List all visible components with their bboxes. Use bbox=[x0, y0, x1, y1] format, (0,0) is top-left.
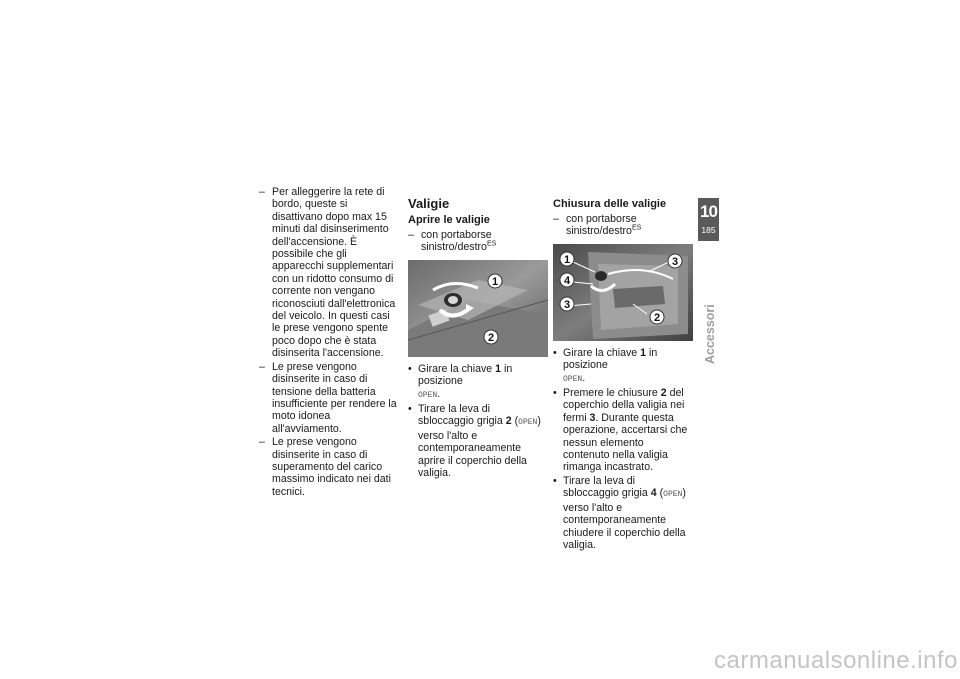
chapter-number: 10 bbox=[700, 202, 717, 221]
step-1: • Girare la chiave 1 in posizione OPEN. bbox=[408, 363, 548, 402]
page-number: 185 bbox=[701, 225, 716, 235]
list-item: – Per alleggerire la rete di bordo, queste si disattivano dopo max 15 minuti dal disinserimento dell'accensione. È possibile che gli apparecchi supplementari con un ridotto consumo di corrente non vengano riconosciuti dall'elettronica del veicolo. In questi casi le prese vengono spente poco dopo che è stata disinserita l'accensione. bbox=[259, 186, 399, 360]
condition-text: con portaborse sinistro/destro bbox=[421, 229, 492, 254]
photo-open-case bbox=[408, 260, 548, 357]
step-3: • Tirare la leva di sbloccaggio grigia 4 (OPEN) verso l'alto e contemporaneamente chiudere il coperchio della valigia. bbox=[553, 475, 693, 551]
subsection-title: Aprire le valigie bbox=[408, 214, 490, 226]
condition-sup: ES bbox=[486, 240, 497, 248]
section-title: Valigie bbox=[408, 196, 450, 211]
step-1: • Girare la chiave 1 in posizione OPEN. bbox=[553, 347, 693, 386]
list-item: – Le prese vengono disinserite in caso di superamento del carico massimo indicato nei dati tecnici. bbox=[259, 436, 399, 498]
condition-item bbox=[408, 229, 548, 254]
code-open: OPEN bbox=[518, 418, 538, 428]
condition-sup: ES bbox=[631, 224, 642, 232]
condition-item bbox=[553, 213, 693, 238]
condition-text: con portaborse sinistro/destro bbox=[566, 213, 637, 238]
photo-close-case bbox=[553, 244, 693, 341]
callout-3: 3 bbox=[671, 255, 679, 268]
callout-3: 3 bbox=[563, 298, 571, 311]
chapter-tab bbox=[698, 198, 719, 241]
list-item: – Le prese vengono disinserite in caso di tensione della batteria insufficiente per rendere la moto idonea all'avviamento. bbox=[259, 361, 399, 435]
callout-2: 2 bbox=[653, 311, 661, 324]
left-column bbox=[259, 186, 399, 499]
watermark: carmanualsonline.info bbox=[714, 647, 958, 674]
step-2: • Premere le chiusure 2 del coperchio della valigia nei fermi 3. Durante questa operazione, accertarsi che nessun elemento contenuto nella valigia rimanga incastrato. bbox=[553, 387, 693, 474]
middle-column bbox=[408, 196, 548, 480]
step-2: • Tirare la leva di sbloccaggio grigia 2 (OPEN) verso l'alto e contemporaneamente aprire il coperchio della valigia. bbox=[408, 403, 548, 479]
side-section-label: Accessori bbox=[703, 304, 717, 364]
right-column bbox=[553, 198, 693, 552]
code-open: OPEN bbox=[418, 390, 438, 400]
callout-1: 1 bbox=[563, 253, 571, 266]
code-open: OPEN bbox=[563, 374, 583, 384]
subsection-title: Chiusura delle valigie bbox=[553, 198, 667, 210]
callout-2: 2 bbox=[487, 331, 495, 344]
callout-4: 4 bbox=[563, 274, 571, 287]
callout-1: 1 bbox=[491, 275, 499, 288]
code-open: OPEN bbox=[663, 490, 683, 500]
